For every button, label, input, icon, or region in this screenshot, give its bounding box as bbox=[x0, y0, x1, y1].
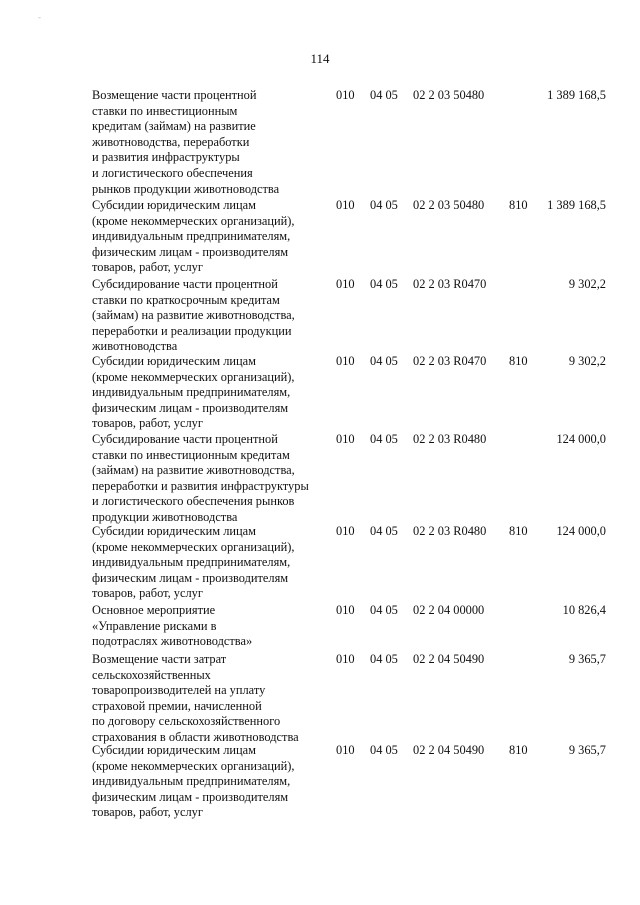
expense-type-code: 810 bbox=[509, 354, 528, 368]
row-description: Субсидии юридическим лицам (кроме некоммерческих организаций), индивидуальным предпринимателям, физическим лицам - производителям товаров, работ, услуг bbox=[92, 524, 295, 601]
expense-type-code: 810 bbox=[509, 524, 528, 538]
row-description: Основное мероприятие «Управление рисками в подотраслях животноводства» bbox=[92, 603, 253, 649]
row-description: Субсидии юридическим лицам (кроме некоммерческих организаций), индивидуальным предпринимателям, физическим лицам - производителям товаров, работ, услуг bbox=[92, 743, 295, 820]
admin-code: 010 bbox=[336, 354, 355, 368]
admin-code: 010 bbox=[336, 277, 355, 291]
program-code: 02 2 04 50490 bbox=[413, 652, 485, 666]
amount: 1 389 168,5 bbox=[547, 88, 606, 102]
program-code: 02 2 03 50480 bbox=[413, 198, 485, 212]
expense-type-code: 810 bbox=[509, 743, 528, 757]
program-code: 02 2 04 00000 bbox=[413, 603, 485, 617]
section-code: 04 05 bbox=[370, 652, 398, 666]
amount: 9 365,7 bbox=[568, 652, 606, 666]
admin-code: 010 bbox=[336, 88, 355, 102]
admin-code: 010 bbox=[336, 652, 355, 666]
page-number: 114 bbox=[310, 51, 330, 66]
program-code: 02 2 03 R0470 bbox=[413, 277, 487, 291]
row-description: Возмещение части процентной ставки по инвестиционным кредитам (займам) на развитие животноводства, переработки и развития инфраструктуры и логистического обеспечения рынков продукции животноводства bbox=[92, 88, 280, 196]
section-code: 04 05 bbox=[370, 743, 398, 757]
amount: 9 365,7 bbox=[568, 743, 606, 757]
program-code: 02 2 03 R0470 bbox=[413, 354, 487, 368]
admin-code: 010 bbox=[336, 603, 355, 617]
section-code: 04 05 bbox=[370, 603, 398, 617]
row-description: Субсидирование части процентной ставки по инвестиционным кредитам (займам) на развитие животноводства, переработки и развития инфраструктуры и логистического обеспечения рынков продукции животноводства bbox=[92, 432, 309, 524]
section-code: 04 05 bbox=[370, 524, 398, 538]
scan-mark: - bbox=[38, 12, 41, 22]
program-code: 02 2 03 50480 bbox=[413, 88, 485, 102]
amount: 124 000,0 bbox=[556, 524, 606, 538]
admin-code: 010 bbox=[336, 743, 355, 757]
section-code: 04 05 bbox=[370, 277, 398, 291]
section-code: 04 05 bbox=[370, 198, 398, 212]
section-code: 04 05 bbox=[370, 88, 398, 102]
admin-code: 010 bbox=[336, 198, 355, 212]
section-code: 04 05 bbox=[370, 354, 398, 368]
program-code: 02 2 04 50490 bbox=[413, 743, 485, 757]
amount: 124 000,0 bbox=[556, 432, 606, 446]
program-code: 02 2 03 R0480 bbox=[413, 432, 487, 446]
amount: 9 302,2 bbox=[568, 354, 606, 368]
amount: 10 826,4 bbox=[562, 603, 606, 617]
row-description: Субсидии юридическим лицам (кроме некоммерческих организаций), индивидуальным предпринимателям, физическим лицам - производителям товаров, работ, услуг bbox=[92, 354, 295, 431]
amount: 9 302,2 bbox=[568, 277, 606, 291]
amount: 1 389 168,5 bbox=[547, 198, 606, 212]
row-description: Субсидии юридическим лицам (кроме некоммерческих организаций), индивидуальным предпринимателям, физическим лицам - производителям товаров, работ, услуг bbox=[92, 198, 295, 275]
row-description: Возмещение части затрат сельскохозяйственных товаропроизводителей на уплату страховой премии, начисленной по договору сельскохозяйственного страхования в области животноводства bbox=[92, 652, 299, 744]
row-description: Субсидирование части процентной ставки по краткосрочным кредитам (займам) на развитие животноводства, переработки и реализации продукции животноводства bbox=[92, 277, 295, 354]
expense-type-code: 810 bbox=[509, 198, 528, 212]
section-code: 04 05 bbox=[370, 432, 398, 446]
admin-code: 010 bbox=[336, 524, 355, 538]
program-code: 02 2 03 R0480 bbox=[413, 524, 487, 538]
admin-code: 010 bbox=[336, 432, 355, 446]
